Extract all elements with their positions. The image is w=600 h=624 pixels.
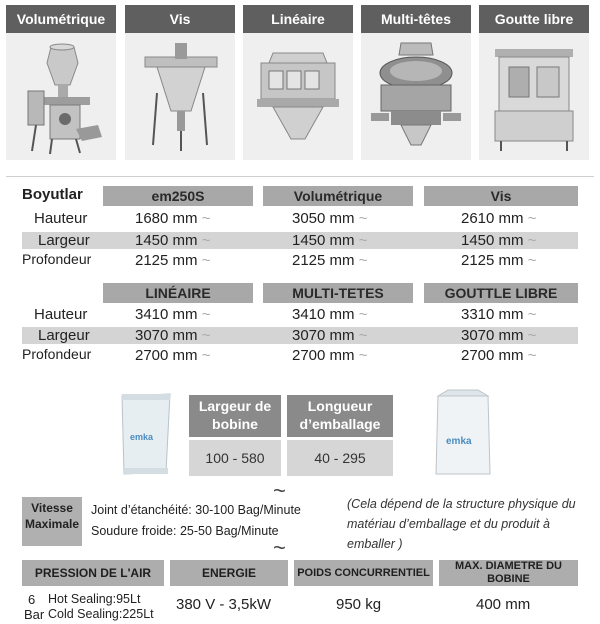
row-label-hauteur: Hauteur (34, 210, 88, 227)
pression-unit: Bar (24, 607, 45, 622)
energie-value: 380 V - 3,5kW (176, 596, 272, 613)
diametre-value: 400 mm (476, 596, 531, 613)
cell: 2700 mm ~ (461, 347, 537, 364)
largeur-bobine-header: Largeur de bobine (189, 395, 281, 437)
longueur-emballage-value: 40 - 295 (287, 440, 393, 476)
card-lineaire[interactable] (243, 5, 353, 160)
tilde-divider: ~ (273, 535, 286, 560)
row-label-hauteur: Hauteur (34, 306, 88, 323)
cell: 2700 mm ~ (135, 347, 211, 364)
speed-note: (Cela dépend de la structure physique du matériau d’emballage et du produit à emballer ) (347, 497, 576, 551)
volumetric-machine-image (6, 33, 116, 160)
row-label-profondeur: Profondeur (22, 251, 92, 267)
diametre-header: MAX. DIAMETRE DU BOBINE (439, 560, 578, 586)
bag-logo: emka (130, 432, 154, 442)
bag-logo: emka (446, 436, 472, 447)
card-vis[interactable] (125, 5, 235, 160)
dimensions-title: Boyutlar (22, 186, 83, 203)
vitesse-maximale-label: Vitesse Maximale (22, 497, 82, 546)
card-label: Multi-têtes (361, 5, 471, 33)
tilde-divider: ~ (273, 478, 286, 503)
col-header-em250s: em250S (103, 186, 253, 206)
card-label: Vis (125, 5, 235, 33)
poids-header: POIDS CONCURRENTIEL (294, 560, 433, 586)
separator-top (6, 176, 594, 177)
cell: 3410 mm ~ (292, 306, 368, 323)
cell: 3050 mm ~ (292, 210, 368, 227)
cell: 3070 mm ~ (135, 327, 211, 344)
cell: 3310 mm ~ (461, 306, 537, 323)
hot-sealing: Hot Sealing:95Lt (48, 592, 141, 606)
cell: 3410 mm ~ (135, 306, 211, 323)
row-label-largeur: Largeur (38, 232, 90, 249)
auger-machine-image (125, 33, 235, 160)
cell: 3070 mm ~ (292, 327, 368, 344)
energie-header: ENERGIE (170, 560, 288, 586)
cell: 1680 mm ~ (135, 210, 211, 227)
pression-number: 6 (28, 592, 36, 607)
col-header-volumetrique: Volumétrique (263, 186, 413, 206)
free-fall-machine-image (479, 33, 589, 160)
cell: 1450 mm ~ (461, 232, 537, 249)
col-header-lineaire: LINÉAIRE (103, 283, 253, 303)
col-header-vis: Vis (424, 186, 578, 206)
row-label-profondeur: Profondeur (22, 346, 92, 362)
cell: 2125 mm ~ (135, 252, 211, 269)
row-label-largeur: Largeur (38, 327, 90, 344)
multihead-weigher-image (361, 33, 471, 160)
col-header-multi-tetes: MULTI-TETES (263, 283, 413, 303)
pillow-bag-image (118, 392, 174, 476)
col-header-gouttle-libre: GOUTTLE LIBRE (424, 283, 578, 303)
pression-air-header: PRESSION DE L'AIR (22, 560, 164, 586)
card-goutte-libre[interactable] (479, 5, 589, 160)
gusset-bag-image (432, 388, 494, 478)
poids-value: 950 kg (336, 596, 382, 613)
card-volumetrique[interactable] (6, 5, 116, 160)
cell: 2125 mm ~ (461, 252, 537, 269)
linear-weigher-image (243, 33, 353, 160)
card-label: Linéaire (243, 5, 353, 33)
speed-line-1: Joint d’étanchéité: 30-100 Bag/Minute (91, 503, 301, 517)
card-label: Goutte libre (479, 5, 589, 33)
card-multi-tetes[interactable] (361, 5, 471, 160)
card-label: Volumétrique (6, 5, 116, 33)
speed-line-2: Soudure froide: 25-50 Bag/Minute (91, 524, 279, 538)
largeur-bobine-value: 100 - 580 (189, 440, 281, 476)
cell: 1450 mm ~ (135, 232, 211, 249)
cell: 1450 mm ~ (292, 232, 368, 249)
cell: 2610 mm ~ (461, 210, 537, 227)
cell: 3070 mm ~ (461, 327, 537, 344)
longueur-emballage-header: Longueur d’emballage (287, 395, 393, 437)
cell: 2700 mm ~ (292, 347, 368, 364)
cell: 2125 mm ~ (292, 252, 368, 269)
cold-sealing: Cold Sealing:225Lt (48, 607, 154, 621)
